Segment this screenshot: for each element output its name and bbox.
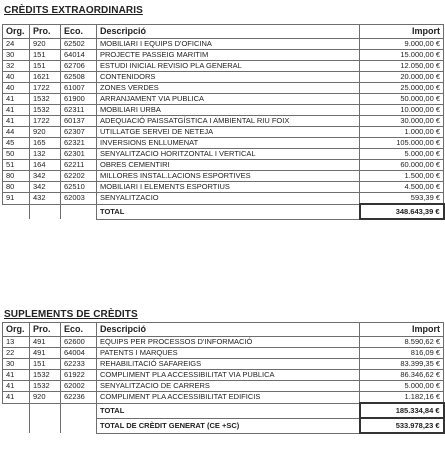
cell-org: 30	[3, 50, 30, 61]
cell-org: 41	[3, 116, 30, 127]
cell-descripcio: ADEQUACIÓ PAISSATGÍSTICA I AMBIENTAL RIU FOIX	[97, 116, 360, 127]
cell-org: 91	[3, 193, 30, 205]
cell-eco: 61007	[61, 83, 97, 94]
cell-eco: 61900	[61, 94, 97, 105]
cell-pro: 491	[30, 348, 61, 359]
cell-descripcio: PROJECTE PASSEIG MARITIM	[97, 50, 360, 61]
grand-total-label: TOTAL DE CRÈDIT GENERAT (CE +SC)	[97, 418, 360, 433]
cell-eco: 62003	[61, 193, 97, 205]
cell-org: 40	[3, 83, 30, 94]
table-row	[3, 83, 444, 94]
table-row	[3, 39, 444, 50]
cell-import: 5.000,00 €	[360, 149, 444, 160]
table-row	[3, 193, 444, 205]
extraordinaris-table	[2, 24, 445, 220]
cell-pro: 491	[30, 337, 61, 348]
cell-import: 60.000,00 €	[360, 160, 444, 171]
header-import: Import	[360, 25, 444, 39]
cell-import: 86.346,62 €	[360, 370, 444, 381]
cell-descripcio: INVERSIONS ENLLUMENAT	[97, 138, 360, 149]
cell-pro: 1532	[30, 381, 61, 392]
grand-total-amount: 533.978,23 €	[360, 418, 444, 433]
cell-descripcio: MOBILIARI I ELEMENTS ESPORTIUS	[97, 182, 360, 193]
cell-org: 30	[3, 359, 30, 370]
section-title-extraordinaris: CRÈDITS EXTRAORDINARIS	[4, 5, 143, 16]
cell-import: 1.500,00 €	[360, 171, 444, 182]
cell-eco: 62202	[61, 171, 97, 182]
cell-org: 13	[3, 337, 30, 348]
section-title-suplements: SUPLEMENTS DE CRÈDITS	[4, 309, 138, 320]
table-row	[3, 94, 444, 105]
cell-descripcio: EQUIPS PER PROCESSOS D'INFORMACIÓ	[97, 337, 360, 348]
table-row	[3, 61, 444, 72]
table-row	[3, 116, 444, 127]
cell-org: 51	[3, 160, 30, 171]
total-row	[3, 204, 444, 219]
cell-org: 44	[3, 127, 30, 138]
cell-eco: 62321	[61, 138, 97, 149]
cell-descripcio: REHABILITACIÓ SAFAREIGS	[97, 359, 360, 370]
header-org: Org.	[3, 323, 30, 337]
cell-import: 4.500,00 €	[360, 182, 444, 193]
grand-total-row	[3, 418, 444, 433]
cell-pro: 151	[30, 50, 61, 61]
cell-import: 816,09 €	[360, 348, 444, 359]
suplements-table	[2, 322, 445, 434]
cell-pro: 1532	[30, 94, 61, 105]
total-amount: 348.643,39 €	[360, 204, 444, 219]
cell-descripcio: SENYALITZACIO	[97, 193, 360, 205]
cell-descripcio: ARRANJAMENT VIA PUBLICA	[97, 94, 360, 105]
cell-org: 41	[3, 392, 30, 404]
table-header-row	[3, 25, 444, 39]
cell-org: 41	[3, 94, 30, 105]
cell-import: 83.399,35 €	[360, 359, 444, 370]
cell-org: 80	[3, 182, 30, 193]
cell-descripcio: OBRES CEMENTIRI	[97, 160, 360, 171]
table-row	[3, 149, 444, 160]
header-eco: Eco.	[61, 25, 97, 39]
cell-descripcio: MOBILIARI I EQUIPS D'OFICINA	[97, 39, 360, 50]
cell-import: 593,39 €	[360, 193, 444, 205]
table-row	[3, 138, 444, 149]
cell-eco: 62211	[61, 160, 97, 171]
cell-pro: 132	[30, 149, 61, 160]
table-row	[3, 171, 444, 182]
header-import: Import	[360, 323, 444, 337]
cell-eco: 62508	[61, 72, 97, 83]
cell-pro: 165	[30, 138, 61, 149]
cell-descripcio: MOBILIARI URBA	[97, 105, 360, 116]
cell-import: 20.000,00 €	[360, 72, 444, 83]
header-descripcio: Descripció	[97, 323, 360, 337]
cell-pro: 151	[30, 61, 61, 72]
table-row	[3, 337, 444, 348]
cell-pro: 151	[30, 359, 61, 370]
cell-org: 41	[3, 381, 30, 392]
cell-eco: 62311	[61, 105, 97, 116]
cell-pro: 920	[30, 392, 61, 404]
cell-org: 24	[3, 39, 30, 50]
cell-descripcio: UTILLATGE SERVEI DE NETEJA	[97, 127, 360, 138]
cell-eco: 62236	[61, 392, 97, 404]
cell-pro: 1532	[30, 370, 61, 381]
total-row	[3, 403, 444, 418]
cell-import: 9.000,00 €	[360, 39, 444, 50]
cell-import: 105.000,00 €	[360, 138, 444, 149]
total-amount: 185.334,84 €	[360, 403, 444, 418]
table-row	[3, 370, 444, 381]
cell-import: 8.590,62 €	[360, 337, 444, 348]
cell-pro: 164	[30, 160, 61, 171]
table-row	[3, 72, 444, 83]
cell-import: 5.000,00 €	[360, 381, 444, 392]
header-org: Org.	[3, 25, 30, 39]
cell-eco: 62301	[61, 149, 97, 160]
cell-descripcio: ZONES VERDES	[97, 83, 360, 94]
header-descripcio: Descripció	[97, 25, 360, 39]
cell-descripcio: ESTUDI INICIAL REVISIO PLA GENERAL	[97, 61, 360, 72]
cell-org: 40	[3, 72, 30, 83]
cell-import: 12.050,00 €	[360, 61, 444, 72]
table-row	[3, 392, 444, 404]
cell-import: 15.000,00 €	[360, 50, 444, 61]
cell-pro: 920	[30, 127, 61, 138]
cell-eco: 62002	[61, 381, 97, 392]
table-row	[3, 160, 444, 171]
cell-eco: 64014	[61, 50, 97, 61]
cell-eco: 60137	[61, 116, 97, 127]
table-row	[3, 105, 444, 116]
cell-descripcio: COMPLIMENT PLA ACCESSIBILITAT EDIFICIS	[97, 392, 360, 404]
cell-eco: 62510	[61, 182, 97, 193]
cell-org: 41	[3, 370, 30, 381]
total-label: TOTAL	[97, 403, 360, 418]
cell-eco: 64004	[61, 348, 97, 359]
cell-import: 1.182,16 €	[360, 392, 444, 404]
cell-descripcio: CONTENIDORS	[97, 72, 360, 83]
cell-org: 50	[3, 149, 30, 160]
cell-eco: 62307	[61, 127, 97, 138]
table-row	[3, 348, 444, 359]
cell-import: 1.000,00 €	[360, 127, 444, 138]
table-row	[3, 50, 444, 61]
table-row	[3, 381, 444, 392]
cell-descripcio: SENYALITZACIO HORITZONTAL I VERTICAL	[97, 149, 360, 160]
cell-pro: 342	[30, 182, 61, 193]
cell-descripcio: PATENTS I MARQUES	[97, 348, 360, 359]
cell-pro: 342	[30, 171, 61, 182]
cell-import: 10.000,00 €	[360, 105, 444, 116]
cell-import: 30.000,00 €	[360, 116, 444, 127]
header-pro: Pro.	[30, 25, 61, 39]
table-row	[3, 182, 444, 193]
cell-descripcio: SENYALITZACIO DE CARRERS	[97, 381, 360, 392]
table-row	[3, 127, 444, 138]
cell-eco: 62600	[61, 337, 97, 348]
cell-org: 45	[3, 138, 30, 149]
header-eco: Eco.	[61, 323, 97, 337]
cell-eco: 62233	[61, 359, 97, 370]
cell-pro: 1722	[30, 83, 61, 94]
cell-eco: 62502	[61, 39, 97, 50]
cell-org: 80	[3, 171, 30, 182]
cell-import: 50.000,00 €	[360, 94, 444, 105]
cell-eco: 62706	[61, 61, 97, 72]
table-header-row	[3, 323, 444, 337]
cell-descripcio: COMPLIMENT PLA ACCESSIBILITAT VIA PUBLICA	[97, 370, 360, 381]
cell-descripcio: MILLORES INSTAL.LACIONS ESPORTIVES	[97, 171, 360, 182]
cell-org: 41	[3, 105, 30, 116]
cell-import: 25.000,00 €	[360, 83, 444, 94]
cell-pro: 1722	[30, 116, 61, 127]
header-pro: Pro.	[30, 323, 61, 337]
cell-pro: 920	[30, 39, 61, 50]
cell-eco: 61922	[61, 370, 97, 381]
cell-org: 32	[3, 61, 30, 72]
cell-pro: 1621	[30, 72, 61, 83]
cell-pro: 1532	[30, 105, 61, 116]
cell-org: 22	[3, 348, 30, 359]
cell-pro: 432	[30, 193, 61, 205]
total-label: TOTAL	[97, 204, 360, 219]
table-row	[3, 359, 444, 370]
